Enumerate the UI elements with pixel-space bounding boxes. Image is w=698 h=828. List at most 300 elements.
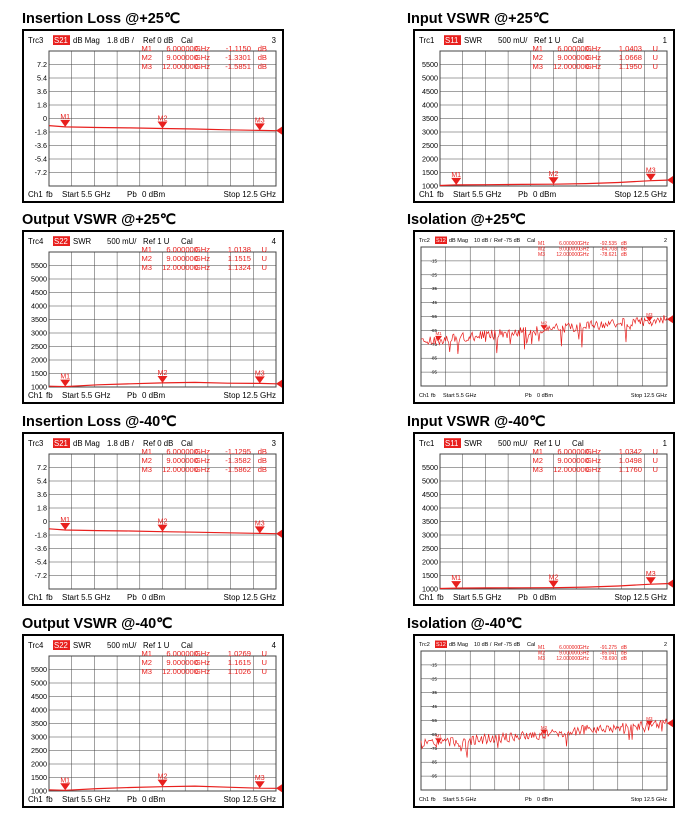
footer-channel: Ch1 xyxy=(28,190,43,199)
marker-table-value: 1.0342 xyxy=(618,447,642,456)
y-tick-label: 1500 xyxy=(31,369,47,378)
footer-pb: Pb xyxy=(127,593,137,602)
marker-table-unit: GHz xyxy=(585,44,601,53)
panel-svg xyxy=(415,232,673,402)
footer-pb: Pb xyxy=(518,190,528,199)
marker-table-name: M2 xyxy=(538,650,545,657)
y-tick-label: 5500 xyxy=(31,665,47,674)
footer-pb: Pb xyxy=(127,795,137,804)
param-label: S21 xyxy=(54,36,68,45)
y-tick-label: 2000 xyxy=(31,355,47,365)
footer-power: 0 dBm xyxy=(142,190,166,199)
marker-table-unit: GHz xyxy=(194,254,210,263)
marker-table-name: M2 xyxy=(141,53,152,62)
chart-insertion-loss-25 xyxy=(22,29,284,203)
y-tick-label: 3500 xyxy=(422,114,438,123)
y-tick-label: 4000 xyxy=(422,100,438,110)
y-tick-label: 1500 xyxy=(31,773,47,782)
marker-label: M2 xyxy=(548,574,559,582)
marker-triangle xyxy=(646,174,656,181)
y-tick-label: 5000 xyxy=(422,476,438,486)
marker-table-value: -78.690 xyxy=(600,656,617,663)
format-label: dB Mag xyxy=(449,642,468,648)
y-tick-label: 3000 xyxy=(31,328,47,338)
ref-arrow xyxy=(276,530,282,538)
cal-label: Cal xyxy=(572,36,584,45)
channel-number: 1 xyxy=(662,439,667,448)
marker-label: M1 xyxy=(60,113,71,121)
marker-table-unit: U xyxy=(652,465,658,474)
cal-label: Cal xyxy=(181,237,193,246)
channel-number: 3 xyxy=(271,439,276,448)
marker-triangle xyxy=(549,581,559,588)
marker-triangle xyxy=(435,738,442,743)
marker-table-name: M1 xyxy=(141,447,152,456)
marker-table-name: M3 xyxy=(141,62,152,71)
y-tick-label: 2500 xyxy=(422,141,438,150)
footer-pb: Pb xyxy=(127,190,137,199)
footer-channel: Ch1 xyxy=(419,593,434,602)
trace-label: Trc2 xyxy=(419,238,430,244)
footer-channel: Ch1 xyxy=(419,797,430,803)
footer-stop: Stop 12.5 GHz xyxy=(223,190,276,199)
marker-table-value: 1.1615 xyxy=(227,658,251,667)
y-tick-label: -35 xyxy=(430,690,437,696)
marker-table-unit: U xyxy=(652,447,658,456)
scale-label: 500 mU/ xyxy=(498,439,528,448)
panel-svg xyxy=(415,434,673,604)
channel-number: 4 xyxy=(271,237,276,246)
y-tick-label: -3.6 xyxy=(34,544,47,553)
marker-table-unit: GHz xyxy=(194,44,210,53)
ref-arrow xyxy=(276,380,282,388)
title-insertion-loss-25: Insertion Loss @+25℃ xyxy=(22,11,181,27)
cal-label: Cal xyxy=(181,439,193,448)
marker-table-value: -1.1150 xyxy=(225,44,251,53)
marker-table-name: M3 xyxy=(538,252,545,259)
title-output-vswr-25: Output VSWR @+25℃ xyxy=(22,212,177,228)
footer-stop: Stop 12.5 GHz xyxy=(630,797,667,803)
cal-label: Cal xyxy=(181,641,193,650)
marker-table-name: M3 xyxy=(141,667,152,676)
y-tick-label: -7.2 xyxy=(34,571,47,580)
marker-table-freq: 12.000000 xyxy=(553,465,589,474)
footer-fb: fb xyxy=(437,190,444,199)
y-tick-label: 0 xyxy=(43,517,47,526)
y-tick-label: 2500 xyxy=(31,342,47,351)
marker-table-name: M1 xyxy=(141,44,152,53)
marker-table-name: M3 xyxy=(538,656,545,663)
footer-pb: Pb xyxy=(525,393,532,399)
marker-table-unit: dB xyxy=(620,241,627,247)
y-tick-label: 5.4 xyxy=(37,476,47,486)
y-tick-label: 3500 xyxy=(31,719,47,728)
marker-label: M3 xyxy=(645,167,656,175)
format-label: dB Mag xyxy=(449,238,468,244)
marker-table-freq: 12.000000 xyxy=(556,252,580,259)
marker-table-unit: GHz xyxy=(194,465,210,474)
marker-table-value: -1.3301 xyxy=(225,53,251,62)
scale-label: 10 dB / xyxy=(474,642,492,648)
channel-number: 2 xyxy=(663,642,667,648)
y-tick-label: 1000 xyxy=(31,786,47,796)
marker-label: M1 xyxy=(435,331,442,337)
scale-label: 1.8 dB / xyxy=(107,439,134,448)
marker-triangle xyxy=(255,123,265,130)
cal-label: Cal xyxy=(572,439,584,448)
y-tick-label: -15 xyxy=(430,258,437,264)
marker-table-unit: GHz xyxy=(194,62,210,71)
marker-table-freq: 6.000000 xyxy=(166,649,198,658)
marker-table-freq: 9.000000 xyxy=(166,53,198,62)
marker-triangle xyxy=(646,577,656,584)
y-tick-label: 7.2 xyxy=(37,463,47,472)
y-tick-label: -1.8 xyxy=(34,530,47,540)
marker-table-name: M1 xyxy=(538,241,545,247)
marker-table-freq: 9.000000 xyxy=(557,456,589,465)
marker-triangle xyxy=(158,780,168,787)
y-tick-label: 4500 xyxy=(422,87,438,96)
format-label: SWR xyxy=(73,237,92,246)
footer-start: Start 5.5 GHz xyxy=(62,190,111,199)
scale-label: 1.8 dB / xyxy=(107,36,134,45)
trace-label: Trc2 xyxy=(419,642,430,648)
marker-table-name: M2 xyxy=(532,53,543,62)
y-tick-label: 1000 xyxy=(422,181,438,191)
format-label: dB Mag xyxy=(73,36,100,45)
ref-arrow xyxy=(276,127,282,135)
marker-table-unit: U xyxy=(261,658,267,667)
marker-label: M1 xyxy=(60,777,71,785)
cal-label: Cal xyxy=(527,238,536,244)
marker-table-unit: GHz xyxy=(579,645,589,651)
marker-table-freq: 6.000000 xyxy=(557,447,589,456)
footer-fb: fb xyxy=(46,795,53,804)
channel-number: 2 xyxy=(663,238,667,244)
marker-table-value: -1.3582 xyxy=(225,456,251,465)
param-label: S12 xyxy=(436,238,446,244)
marker-table-unit: U xyxy=(261,263,267,272)
footer-pb: Pb xyxy=(127,391,137,400)
marker-table-value: -84.708 xyxy=(600,246,617,253)
marker-table-freq: 9.000000 xyxy=(559,246,580,253)
title-output-vswr-m40: Output VSWR @-40℃ xyxy=(22,616,173,632)
y-tick-label: 3500 xyxy=(422,517,438,526)
marker-triangle xyxy=(158,525,168,532)
marker-table-name: M2 xyxy=(538,246,545,253)
format-label: dB Mag xyxy=(73,439,100,448)
scale-label: 500 mU/ xyxy=(107,641,137,650)
y-tick-label: 1.8 xyxy=(37,100,47,110)
y-tick-label: -45 xyxy=(430,300,437,306)
y-tick-label: 1500 xyxy=(422,168,438,177)
marker-table-name: M3 xyxy=(141,263,152,272)
marker-table-value: -78.621 xyxy=(600,252,617,259)
marker-triangle xyxy=(451,581,461,588)
y-tick-label: 4500 xyxy=(31,288,47,297)
marker-table-value: 1.1950 xyxy=(618,62,642,71)
marker-table-freq: 12.000000 xyxy=(162,263,198,272)
ref-label: Ref 1 U xyxy=(143,237,170,246)
marker-table-value: 1.0403 xyxy=(618,44,642,53)
marker-triangle xyxy=(60,120,70,127)
marker-table-unit: U xyxy=(261,649,267,658)
marker-label: M3 xyxy=(645,571,656,579)
scale-label: 10 dB / xyxy=(474,238,492,244)
chart-input-vswr-m40 xyxy=(413,432,675,606)
marker-table-value: -85.041 xyxy=(600,650,617,657)
ref-label: Ref -75 dB xyxy=(494,642,521,648)
ref-label: Ref 1 U xyxy=(534,439,561,448)
chart-input-vswr-25 xyxy=(413,29,675,203)
y-tick-label: 1000 xyxy=(31,382,47,392)
param-label: S22 xyxy=(54,237,68,246)
marker-triangle xyxy=(646,317,653,322)
marker-label: M2 xyxy=(157,773,168,781)
marker-table-unit: GHz xyxy=(585,456,601,465)
footer-power: 0 dBm xyxy=(537,797,553,803)
marker-table-unit: GHz xyxy=(579,656,589,663)
marker-table-freq: 12.000000 xyxy=(162,667,198,676)
ref-arrow xyxy=(667,719,673,727)
footer-power: 0 dBm xyxy=(533,190,557,199)
footer-pb: Pb xyxy=(525,797,532,803)
y-tick-label: 4500 xyxy=(31,692,47,701)
marker-label: M1 xyxy=(435,733,442,739)
marker-triangle xyxy=(255,376,265,383)
footer-fb: fb xyxy=(431,393,436,399)
marker-table-unit: U xyxy=(652,62,658,71)
marker-table-value: 1.0668 xyxy=(618,53,642,62)
panel-svg xyxy=(24,31,282,201)
footer-start: Start 5.5 GHz xyxy=(443,797,477,803)
panel-svg xyxy=(24,232,282,402)
marker-table-name: M1 xyxy=(532,44,543,53)
chart-output-vswr-25 xyxy=(22,230,284,404)
marker-label: M2 xyxy=(157,369,168,377)
y-tick-label: 5.4 xyxy=(37,73,47,83)
marker-table-value: -1.5851 xyxy=(225,62,251,71)
y-tick-label: 5500 xyxy=(31,261,47,270)
y-tick-label: 2000 xyxy=(422,154,438,164)
marker-table-name: M1 xyxy=(141,245,152,254)
marker-table-unit: U xyxy=(261,254,267,263)
marker-triangle xyxy=(451,178,461,185)
marker-triangle xyxy=(60,783,70,790)
y-tick-label: 2000 xyxy=(422,557,438,567)
marker-table-freq: 9.000000 xyxy=(166,456,198,465)
marker-table-unit: GHz xyxy=(585,62,601,71)
y-tick-label: 4000 xyxy=(31,301,47,311)
marker-table-unit: U xyxy=(261,245,267,254)
marker-table-unit: GHz xyxy=(194,649,210,658)
y-tick-label: 4500 xyxy=(422,490,438,499)
ref-label: Ref -75 dB xyxy=(494,238,521,244)
marker-table-unit: GHz xyxy=(194,53,210,62)
marker-table-unit: GHz xyxy=(579,241,589,247)
marker-table-value: 1.1026 xyxy=(227,667,251,676)
footer-start: Start 5.5 GHz xyxy=(62,593,111,602)
marker-table-name: M3 xyxy=(532,465,543,474)
footer-channel: Ch1 xyxy=(419,393,430,399)
y-tick-label: 2500 xyxy=(422,544,438,553)
marker-table-unit: U xyxy=(652,456,658,465)
y-tick-label: -65 xyxy=(430,327,437,333)
ref-arrow xyxy=(276,784,282,792)
footer-stop: Stop 12.5 GHz xyxy=(614,593,667,602)
marker-label: M3 xyxy=(254,775,265,783)
marker-triangle xyxy=(549,177,559,184)
marker-table-name: M1 xyxy=(532,447,543,456)
title-input-vswr-25: Input VSWR @+25℃ xyxy=(407,11,550,27)
cal-label: Cal xyxy=(527,642,536,648)
y-tick-label: -55 xyxy=(430,314,437,319)
footer-fb: fb xyxy=(46,190,53,199)
marker-table-unit: dB xyxy=(257,53,267,62)
y-tick-label: 3000 xyxy=(422,127,438,137)
marker-table-name: M2 xyxy=(141,254,152,263)
marker-label: M3 xyxy=(646,311,653,317)
marker-table-value: -92.535 xyxy=(600,241,617,247)
marker-table-unit: dB xyxy=(620,246,627,253)
chart-insertion-loss-m40 xyxy=(22,432,284,606)
chart-output-vswr-m40 xyxy=(22,634,284,808)
ref-arrow xyxy=(667,176,673,184)
y-tick-label: 3.6 xyxy=(37,490,47,499)
marker-table-unit: GHz xyxy=(585,53,601,62)
cal-label: Cal xyxy=(181,36,193,45)
marker-table-name: M2 xyxy=(141,658,152,667)
footer-start: Start 5.5 GHz xyxy=(443,393,477,399)
title-input-vswr-m40: Input VSWR @-40℃ xyxy=(407,414,546,430)
marker-triangle xyxy=(255,781,265,788)
marker-table-unit: dB xyxy=(620,650,627,657)
y-tick-label: 5000 xyxy=(422,73,438,83)
y-tick-label: -35 xyxy=(430,286,437,292)
trace-label: Trc4 xyxy=(28,237,44,246)
marker-table-value: 1.0138 xyxy=(227,245,251,254)
y-tick-label: 3500 xyxy=(31,315,47,324)
marker-table-freq: 9.000000 xyxy=(559,650,580,657)
footer-channel: Ch1 xyxy=(419,190,434,199)
marker-table-unit: GHz xyxy=(585,447,601,456)
marker-label: M3 xyxy=(254,117,265,125)
scale-label: 500 mU/ xyxy=(498,36,528,45)
footer-stop: Stop 12.5 GHz xyxy=(223,391,276,400)
y-tick-label: -55 xyxy=(430,718,437,723)
marker-table-freq: 6.000000 xyxy=(166,44,198,53)
footer-start: Start 5.5 GHz xyxy=(453,190,502,199)
marker-table-name: M2 xyxy=(141,456,152,465)
marker-table-freq: 12.000000 xyxy=(162,465,198,474)
ref-label: Ref 0 dB xyxy=(143,36,174,45)
marker-label: M3 xyxy=(254,520,265,528)
marker-table-name: M3 xyxy=(532,62,543,71)
footer-power: 0 dBm xyxy=(142,391,166,400)
y-tick-label: -95 xyxy=(430,369,437,375)
y-tick-label: 4000 xyxy=(31,705,47,715)
y-tick-label: -1.8 xyxy=(34,127,47,137)
marker-table-unit: dB xyxy=(620,252,627,259)
marker-table-value: 1.1760 xyxy=(618,465,642,474)
y-tick-label: -95 xyxy=(430,773,437,779)
marker-table-unit: GHz xyxy=(585,465,601,474)
footer-stop: Stop 12.5 GHz xyxy=(223,795,276,804)
marker-table-unit: GHz xyxy=(194,447,210,456)
y-tick-label: -5.4 xyxy=(34,154,47,164)
y-tick-label: -75 xyxy=(430,745,437,751)
marker-table-unit: dB xyxy=(257,447,267,456)
marker-label: M3 xyxy=(254,370,265,378)
trace-label: Trc1 xyxy=(419,439,435,448)
y-tick-label: 0 xyxy=(43,114,47,123)
marker-table-unit: GHz xyxy=(194,263,210,272)
title-isolation-25: Isolation @+25℃ xyxy=(407,212,526,228)
y-tick-label: -65 xyxy=(430,731,437,737)
footer-stop: Stop 12.5 GHz xyxy=(630,393,667,399)
param-label: S11 xyxy=(445,439,459,448)
marker-table-unit: dB xyxy=(257,465,267,474)
marker-table-name: M1 xyxy=(538,645,545,651)
marker-table-value: 1.1324 xyxy=(227,263,251,272)
marker-table-name: M2 xyxy=(532,456,543,465)
y-tick-label: 1.8 xyxy=(37,503,47,513)
channel-number: 1 xyxy=(662,36,667,45)
y-tick-label: 4000 xyxy=(422,503,438,513)
marker-table-value: 1.0498 xyxy=(618,456,642,465)
param-label: S22 xyxy=(54,641,68,650)
marker-table-value: 1.0269 xyxy=(227,649,251,658)
y-tick-label: -45 xyxy=(430,704,437,710)
format-label: SWR xyxy=(464,36,483,45)
marker-table-freq: 6.000000 xyxy=(166,447,198,456)
y-tick-label: 3.6 xyxy=(37,87,47,96)
footer-power: 0 dBm xyxy=(533,593,557,602)
marker-table-name: M1 xyxy=(141,649,152,658)
format-label: SWR xyxy=(73,641,92,650)
marker-table-unit: GHz xyxy=(579,252,589,259)
marker-table-unit: U xyxy=(652,53,658,62)
marker-triangle xyxy=(60,523,70,530)
trace-label: Trc3 xyxy=(28,36,44,45)
marker-label: M3 xyxy=(646,716,653,722)
marker-table-freq: 6.000000 xyxy=(557,44,589,53)
param-label: S21 xyxy=(54,439,68,448)
footer-pb: Pb xyxy=(518,593,528,602)
y-tick-label: -5.4 xyxy=(34,557,47,567)
ref-label: Ref 0 dB xyxy=(143,439,174,448)
y-tick-label: 1000 xyxy=(422,584,438,594)
chart-isolation-25 xyxy=(413,230,675,404)
footer-fb: fb xyxy=(46,391,53,400)
marker-triangle xyxy=(158,121,168,128)
footer-fb: fb xyxy=(431,797,436,803)
title-isolation-m40: Isolation @-40℃ xyxy=(407,616,523,632)
marker-label: M1 xyxy=(451,171,462,179)
marker-triangle xyxy=(60,380,70,387)
panel-svg xyxy=(24,636,282,806)
footer-stop: Stop 12.5 GHz xyxy=(614,190,667,199)
panel-svg xyxy=(415,636,673,806)
marker-label: M1 xyxy=(451,575,462,583)
y-tick-label: -25 xyxy=(430,676,437,682)
marker-triangle xyxy=(158,376,168,383)
marker-label: M2 xyxy=(157,115,168,123)
marker-label: M2 xyxy=(540,320,548,326)
y-tick-label: -85 xyxy=(430,355,437,361)
footer-start: Start 5.5 GHz xyxy=(62,795,111,804)
y-tick-label: 5500 xyxy=(422,60,438,69)
